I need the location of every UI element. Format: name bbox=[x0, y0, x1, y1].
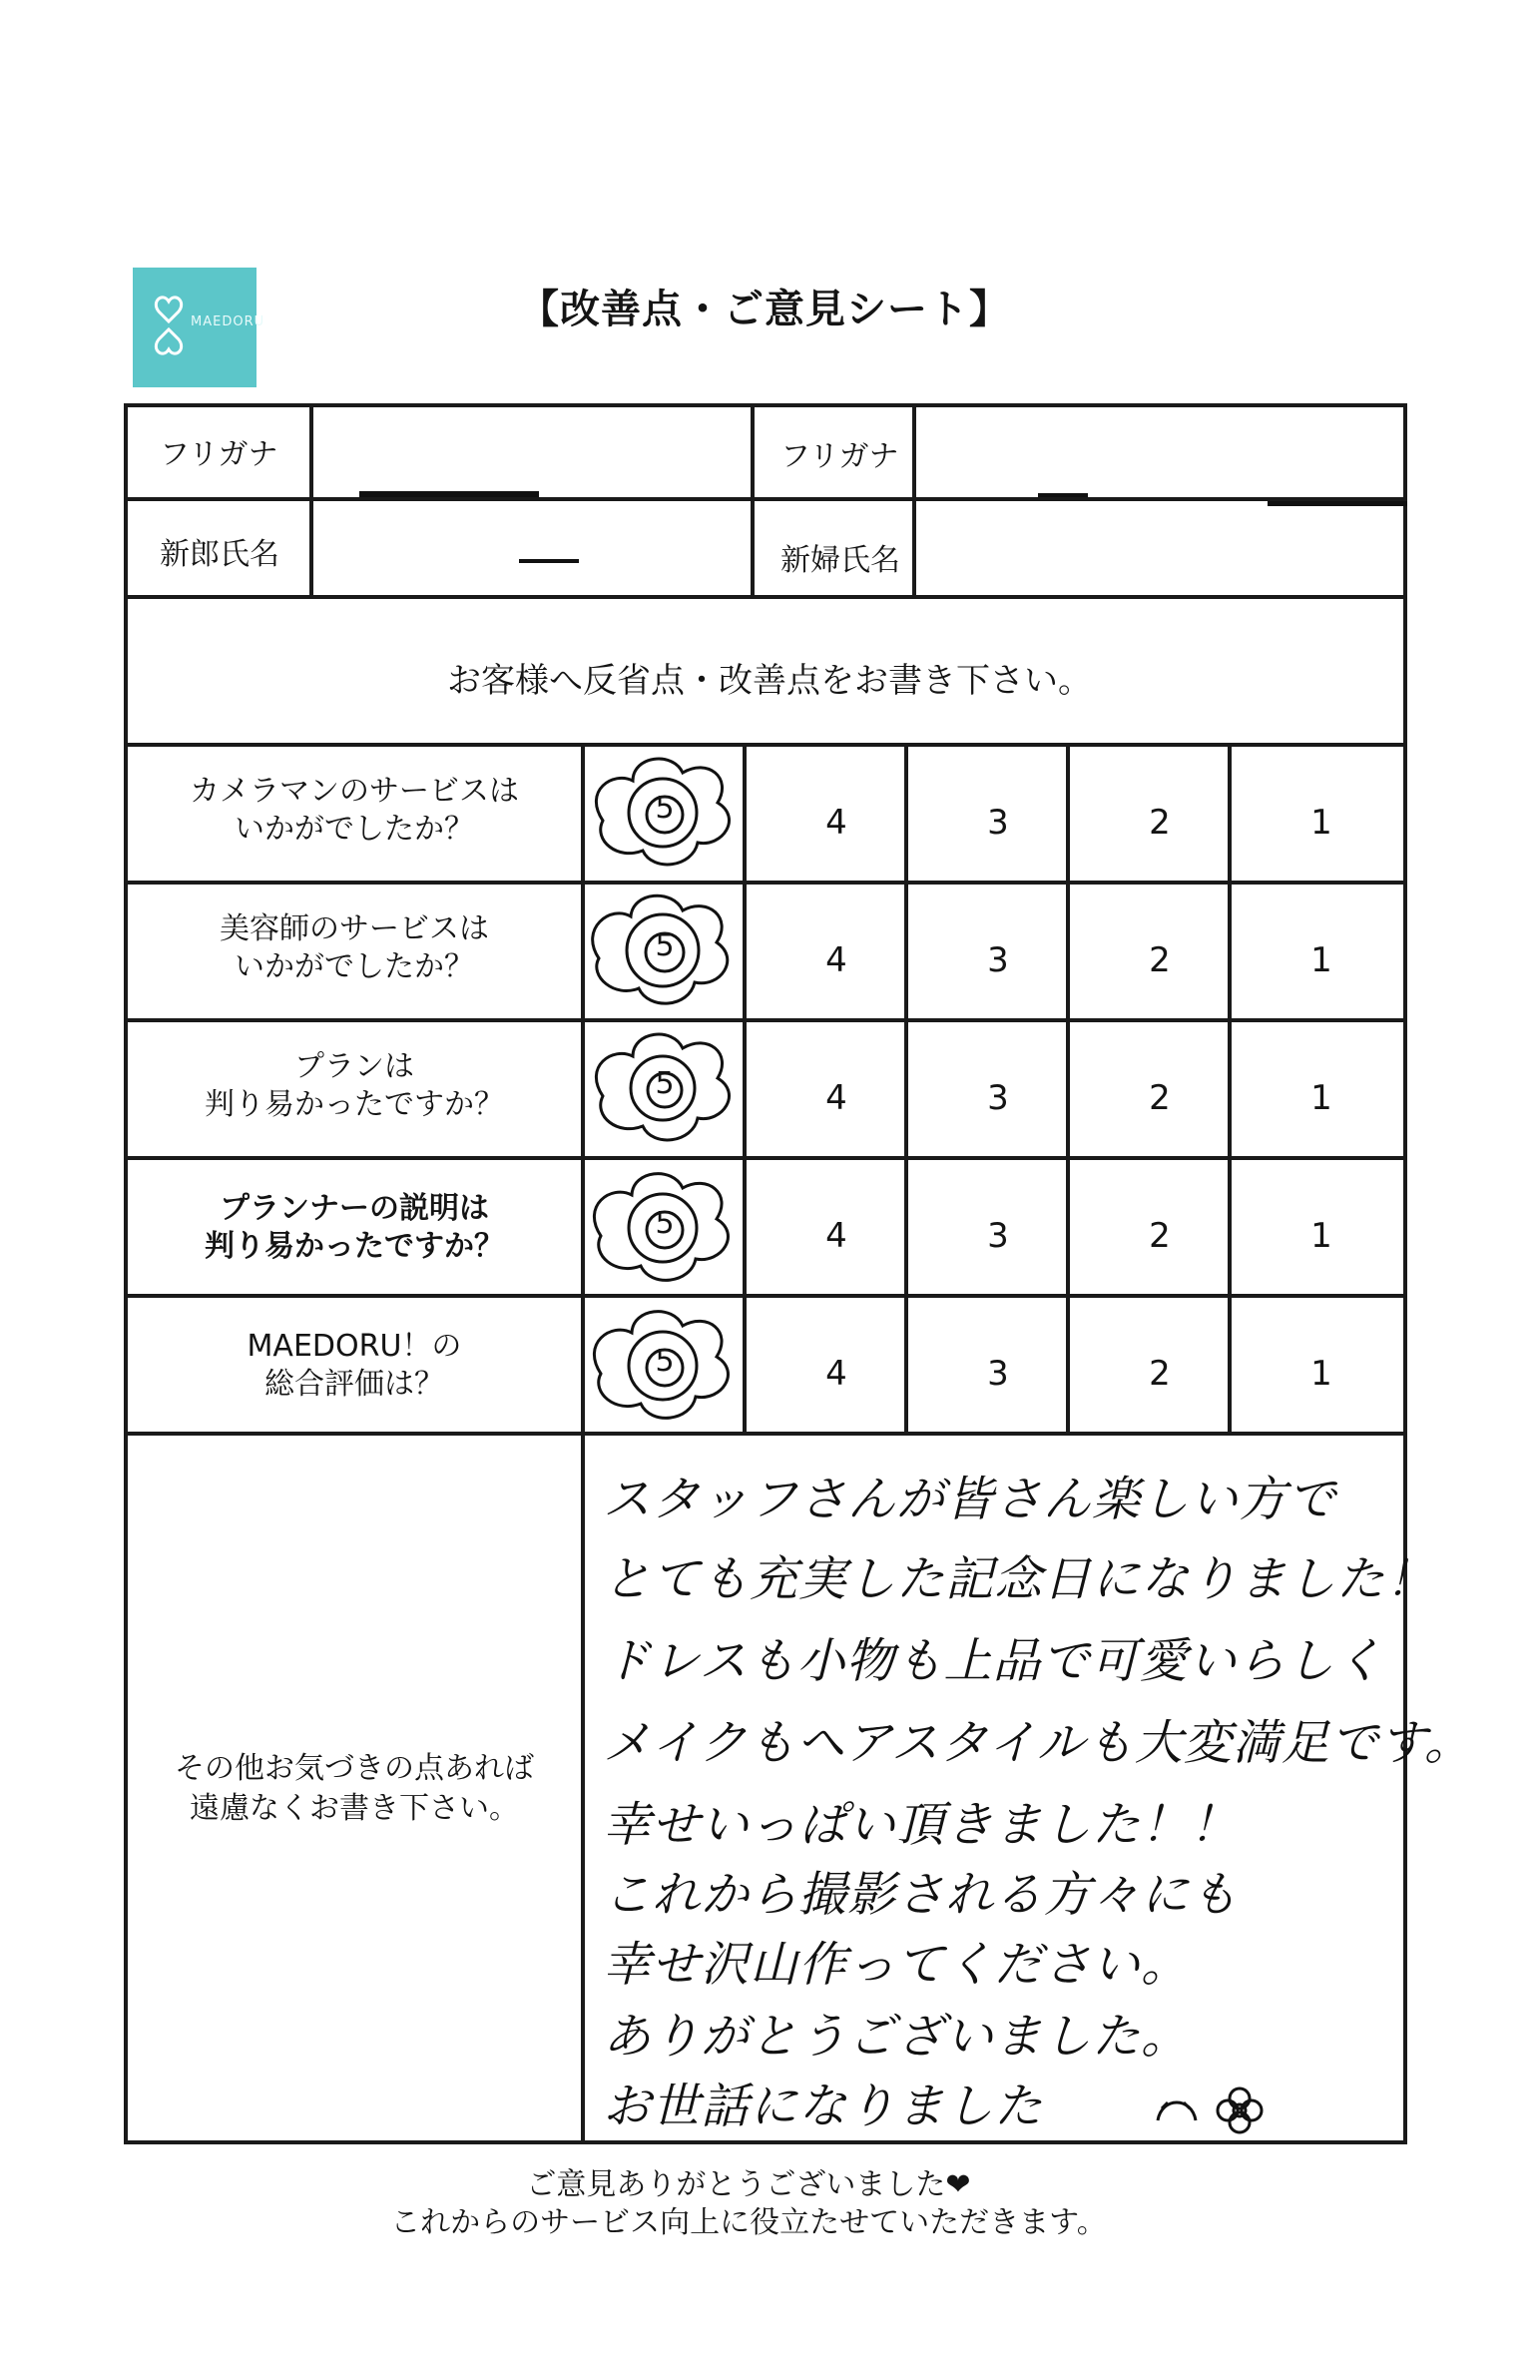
rating-option-2[interactable]: 2 bbox=[1149, 1354, 1171, 1394]
selected-rating: 5 bbox=[655, 791, 675, 826]
groom-name-label: 新郎氏名 bbox=[160, 537, 279, 572]
rating-option-2[interactable]: 2 bbox=[1149, 940, 1171, 980]
comment-line: 幸せ沢山作ってください。 bbox=[603, 1937, 1191, 1993]
rating-option-3[interactable]: 3 bbox=[987, 940, 1009, 980]
selected-rating: 5 bbox=[655, 1344, 675, 1379]
redaction-mark bbox=[519, 559, 579, 563]
comment-line: とても充実した記念日になりました！ bbox=[603, 1551, 1435, 1607]
question-label: カメラマンのサービスは bbox=[190, 774, 519, 809]
bride-furigana-label: フリガナ bbox=[780, 439, 899, 474]
rating-option-2[interactable]: 2 bbox=[1149, 803, 1171, 843]
question-label: 総合評価は？ bbox=[264, 1367, 444, 1402]
rating-option-2[interactable]: 2 bbox=[1149, 1216, 1171, 1256]
redaction-mark bbox=[1038, 493, 1088, 497]
rating-option-4[interactable]: 4 bbox=[825, 1216, 847, 1256]
comments-label-line: その他お気づきの点あれば bbox=[175, 1751, 534, 1786]
comment-line: お世話になりました bbox=[603, 2079, 1044, 2134]
question-label: いかがでしたか？ bbox=[235, 812, 474, 847]
comment-line: スタッフさんが皆さん楽しい方で bbox=[603, 1472, 1337, 1527]
groom-furigana-label: フリガナ bbox=[160, 437, 278, 472]
rating-option-3[interactable]: 3 bbox=[987, 1078, 1009, 1118]
rating-option-1[interactable]: 1 bbox=[1310, 1354, 1332, 1394]
question-label: プランは bbox=[294, 1049, 414, 1084]
rating-option-4[interactable]: 4 bbox=[825, 1354, 847, 1394]
bride-name-label: 新婦氏名 bbox=[780, 543, 900, 578]
smiley-flower-doodle-icon bbox=[1148, 2081, 1278, 2136]
question-label: 判り易かったですか？ bbox=[205, 1087, 504, 1122]
footer-note bbox=[299, 2166, 1198, 2242]
selected-rating: 5 bbox=[655, 1066, 675, 1101]
redaction-mark bbox=[1268, 501, 1407, 506]
rating-option-3[interactable]: 3 bbox=[987, 1216, 1009, 1256]
rating-option-3[interactable]: 3 bbox=[987, 1354, 1009, 1394]
redaction-mark bbox=[359, 491, 539, 497]
comment-line: メイクもヘアスタイルも大変満足です。 bbox=[603, 1715, 1473, 1771]
question-label: MAEDORU！の bbox=[247, 1329, 462, 1364]
rating-option-2[interactable]: 2 bbox=[1149, 1078, 1171, 1118]
rating-option-3[interactable]: 3 bbox=[987, 803, 1009, 843]
instruction-text: お客様へ反省点・改善点をお書き下さい。 bbox=[447, 661, 1092, 701]
rating-option-1[interactable]: 1 bbox=[1310, 940, 1332, 980]
question-label: いかがでしたか？ bbox=[235, 949, 474, 984]
rating-option-4[interactable]: 4 bbox=[825, 1078, 847, 1118]
comments-label-line: 遠慮なくお書き下さい。 bbox=[190, 1791, 519, 1826]
comment-line: これから撮影される方々にも bbox=[603, 1867, 1240, 1923]
rating-option-1[interactable]: 1 bbox=[1310, 803, 1332, 843]
question-label: プランナーの説明は bbox=[220, 1191, 489, 1226]
comment-line: 幸せいっぱい頂きました！！ bbox=[603, 1797, 1240, 1853]
footer-line: これからのサービス向上に役立たせていただきます。 bbox=[390, 2205, 1107, 2240]
footer-line: ご意見ありがとうございました❤ bbox=[526, 2167, 971, 2202]
brand-logo bbox=[133, 268, 265, 387]
question-label: 判り易かったですか？ bbox=[205, 1229, 504, 1264]
logo-text: MAEDORU bbox=[191, 314, 265, 329]
comment-line: ありがとうございました。 bbox=[603, 2009, 1191, 2065]
question-label: 美容師のサービスは bbox=[220, 911, 489, 946]
page-title: 【改善点・ご意見シート】 bbox=[519, 287, 1010, 332]
comment-line: ドレスも小物も上品で可愛いらしく bbox=[603, 1633, 1384, 1689]
selected-rating: 5 bbox=[655, 928, 675, 963]
rating-option-1[interactable]: 1 bbox=[1310, 1216, 1332, 1256]
rating-option-1[interactable]: 1 bbox=[1310, 1078, 1332, 1118]
selected-rating: 5 bbox=[655, 1206, 675, 1241]
rating-option-4[interactable]: 4 bbox=[825, 803, 847, 843]
rating-option-4[interactable]: 4 bbox=[825, 940, 847, 980]
comments-label bbox=[126, 1749, 583, 1829]
